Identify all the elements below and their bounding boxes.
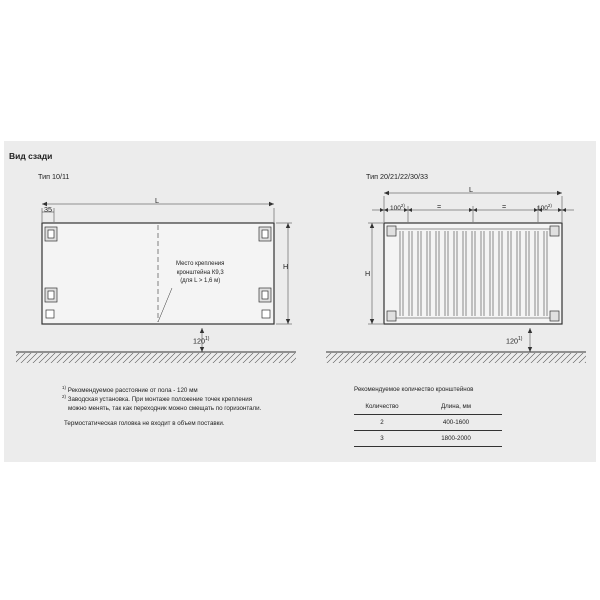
right-eq-right: = (502, 202, 507, 211)
right-100-left-sup: 2) (400, 203, 405, 208)
bracket-col-length: Длина, мм (410, 403, 502, 415)
right-dim-H-label: H (365, 269, 371, 278)
bracket-table-title: Рекомендуемое количество кронштейнов (354, 386, 474, 393)
right-100-right-sup: 2) (547, 203, 552, 208)
footnote-2-line-2: можно менять, так как переходник можно смещать по горизонтали. (68, 404, 262, 412)
right-dim-100-left (390, 203, 405, 212)
bracket-length-cell: 400-1600 (410, 415, 502, 431)
mount-note-line-2: кронштейна К9,3 (176, 269, 224, 276)
left-dim-L-label: L (155, 196, 159, 205)
right-radiator-body (384, 223, 562, 324)
right-dim-L-label: L (469, 185, 473, 194)
table-row (354, 431, 502, 447)
right-dim-120-sup: 1) (518, 336, 523, 342)
mount-note-line-3: (для L > 1,6 м) (180, 278, 221, 284)
mount-note (176, 260, 224, 286)
left-dim-120-sup: 1) (205, 336, 210, 342)
bracket-table (354, 403, 502, 447)
footnote-2-line-1: Заводская установка. При монтаже положение точек крепления (67, 396, 253, 404)
bracket-length-cell: 1800-2000 (410, 431, 502, 447)
right-dim-120-value: 120 (506, 336, 518, 346)
left-floor-hatch (16, 353, 296, 363)
footnote-1-text: Рекомендуемое расстояние от пола - 120 мм (67, 387, 198, 395)
left-type-label: Тип 10/11 (38, 172, 70, 181)
left-dim-120-value: 120 (193, 336, 205, 346)
table-row (354, 415, 502, 431)
left-radiator-drawing (16, 204, 296, 363)
thermo-note: Термостатическая головка не входит в объем поставки. (64, 420, 225, 427)
right-floor-hatch (326, 353, 586, 363)
right-100-left-value: 100 (390, 205, 401, 213)
view-title: Вид сзади (9, 151, 53, 161)
right-100-right-value: 100 (537, 205, 548, 213)
right-type-label: Тип 20/21/22/30/33 (366, 172, 428, 181)
bracket-col-count: Количество (354, 403, 410, 415)
right-eq-left: = (437, 202, 442, 211)
footnote-1-mark: 1) (62, 385, 67, 390)
bracket-table-header (354, 403, 502, 415)
bracket-count-cell: 2 (354, 415, 410, 431)
right-dim-120-label (506, 336, 522, 345)
footnote-2 (62, 393, 261, 413)
left-dim-120-label (193, 336, 209, 345)
mount-note-line-1: Место крепления (176, 261, 225, 267)
left-dim-35-label: 35 (44, 205, 52, 214)
bracket-count-cell: 3 (354, 431, 410, 447)
left-dim-H-label: H (283, 262, 289, 271)
right-radiator-drawing (326, 193, 586, 363)
right-dim-100-right (537, 203, 552, 212)
footnote-2-mark: 2) (62, 394, 67, 399)
